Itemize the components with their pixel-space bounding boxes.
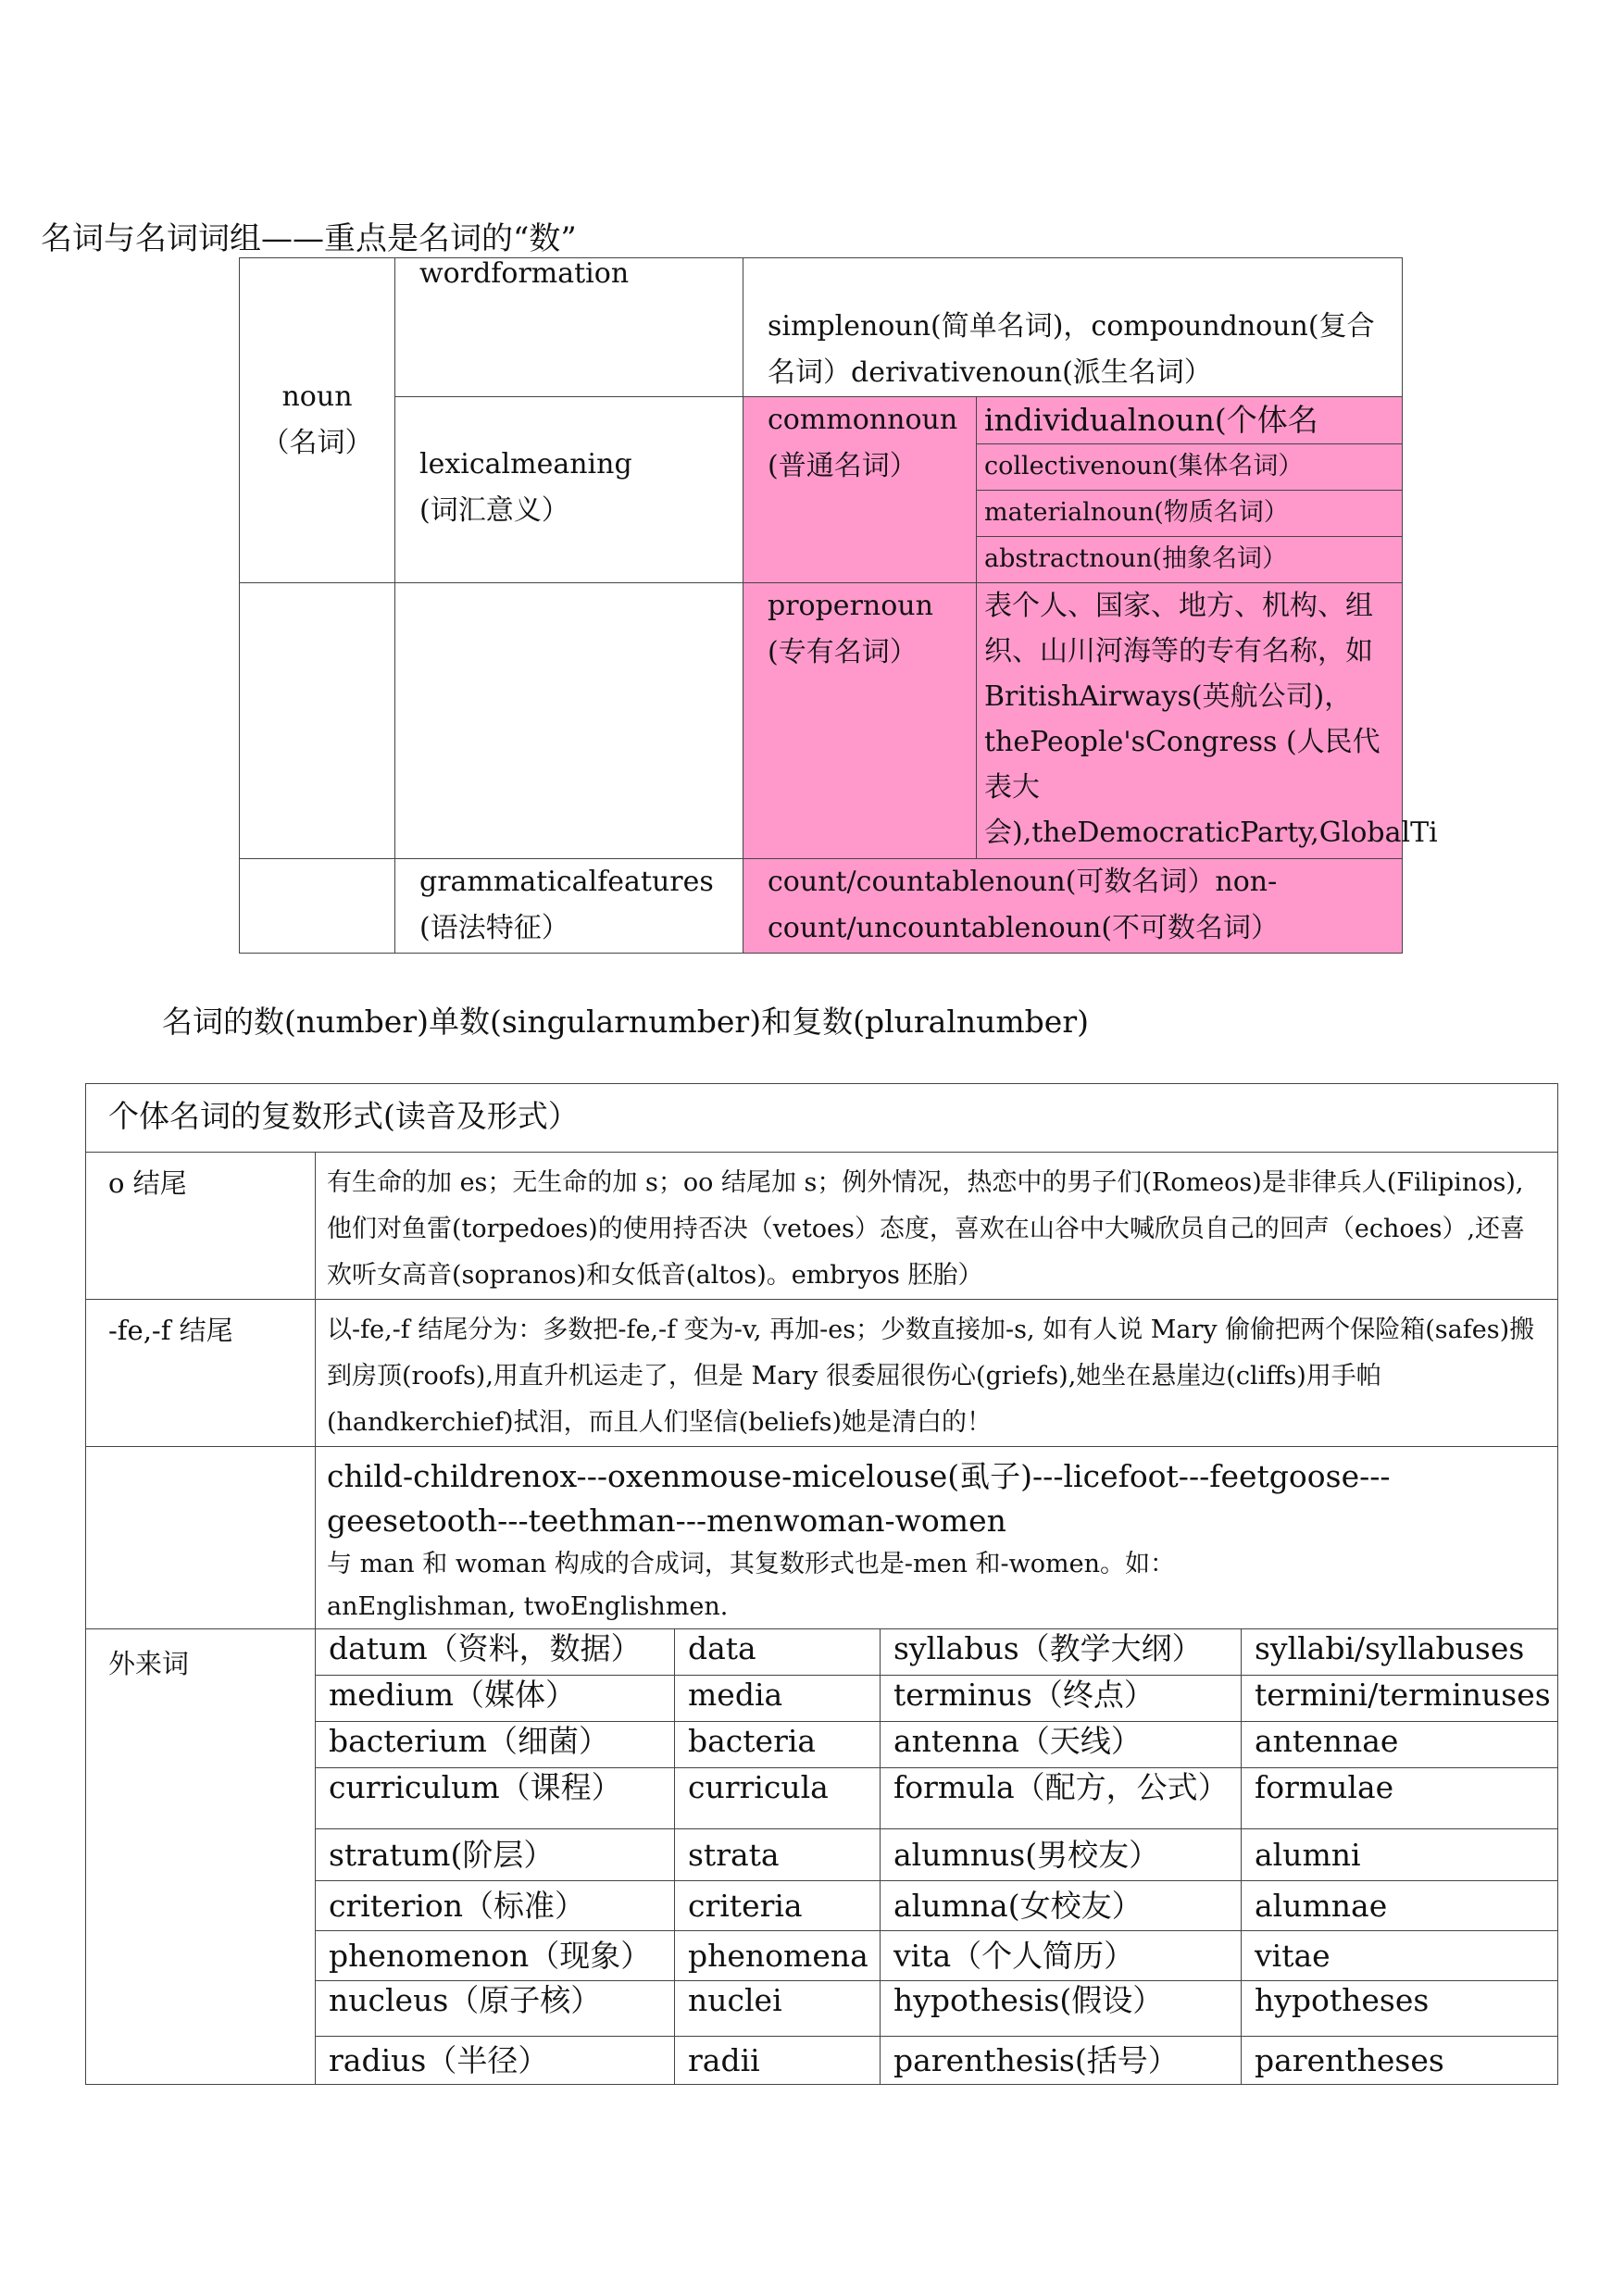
- foreign-plural: hypotheses: [1242, 1981, 1558, 2037]
- foreign-singular: bacterium（细菌）: [316, 1722, 675, 1768]
- noun-cn-label: （名词）: [261, 427, 373, 459]
- foreign-singular: medium（媒体）: [316, 1676, 675, 1722]
- proper-label: propernoun: [768, 590, 933, 622]
- wordformation-label: wordformation: [419, 257, 630, 290]
- foreign-plural: bacteria: [675, 1722, 881, 1768]
- proper-desc-cell: 表个人、国家、地方、机构、组织、山川河海等的专有名称，如 BritishAirways(英航公司)，thePeople'sCongress (人民代表大会),theDemocraticParty,GlobalTi: [977, 583, 1403, 859]
- proper-cn: (专有名词）: [768, 636, 918, 668]
- wordformation-desc-cell: [743, 258, 1403, 397]
- irregular-line: child-childrenox---oxenmouse-micelouse(虱子)---licefoot---feetgoose---geesetooth---teethman---menwoman-women: [327, 1458, 1391, 1539]
- foreign-singular: stratum(阶层）: [316, 1829, 675, 1881]
- foreign-singular: alumnus(男校友）: [881, 1829, 1242, 1881]
- compound-line-2: anEnglishman, twoEnglishmen.: [327, 1592, 729, 1621]
- grammatical-desc-cell: count/countablenoun(可数名词）non-count/uncountablenoun(不可数名词）: [743, 859, 1403, 954]
- empty-cell: [240, 859, 395, 954]
- foreign-plural: parentheses: [1242, 2037, 1558, 2085]
- lexical-label: lexicalmeaning: [419, 448, 632, 480]
- foreign-plural: radii: [675, 2037, 881, 2085]
- foreign-singular: criterion（标准）: [316, 1881, 675, 1931]
- foreign-plural: alumnae: [1242, 1881, 1558, 1931]
- plural-table-header: 个体名词的复数形式(读音及形式）: [86, 1084, 1558, 1153]
- foreign-singular: terminus（终点）: [881, 1676, 1242, 1722]
- foreign-plural: strata: [675, 1829, 881, 1881]
- noun-cell: [240, 258, 395, 583]
- lexical-cell: [395, 397, 743, 583]
- foreign-singular: hypothesis(假设）: [881, 1981, 1242, 2037]
- foreign-singular: phenomenon（现象）: [316, 1931, 675, 1981]
- foreign-plural: phenomena: [675, 1931, 881, 1981]
- foreign-plural: curricula: [675, 1768, 881, 1829]
- collective-noun-cell: collectivenoun(集体名词）: [977, 444, 1403, 491]
- foreign-singular: alumna(女校友）: [881, 1881, 1242, 1931]
- foreign-plural: nuclei: [675, 1981, 881, 2037]
- foreign-singular: radius（半径）: [316, 2037, 675, 2085]
- lexical-cn: (词汇意义）: [419, 494, 569, 527]
- common-cn: (普通名词）: [768, 450, 918, 482]
- noun-label: noun: [281, 380, 353, 413]
- noun-cell-continued: [240, 583, 395, 859]
- lexical-cell-continued: [395, 583, 743, 859]
- noun-classification-table: [239, 257, 1438, 954]
- fe-ending-desc: 以-fe,-f 结尾分为：多数把-fe,-f 变为-v, 再加-es；少数直接加-s, 如有人说 Mary 偷偷把两个保险箱(safes)搬到房顶(roofs),用直升机运走了，但是 Mary 很委屈很伤心(griefs),她坐在悬崖边(cliffs)用手帕(handkerchief)拭泪，而且人们坚信(beliefs)她是清白的！: [316, 1300, 1558, 1447]
- wordformation-desc: simplenoun(简单名词)，compoundnoun(复合名词）derivativenoun(派生名词）: [768, 310, 1375, 389]
- foreign-plural: criteria: [675, 1881, 881, 1931]
- irregular-desc-cell: [316, 1447, 1558, 1629]
- individual-noun-cell: individualnoun(个体名: [977, 397, 1403, 444]
- foreign-plural: data: [675, 1629, 881, 1676]
- plural-forms-table: [85, 1083, 1558, 2085]
- foreign-plural: vitae: [1242, 1931, 1558, 1981]
- grammatical-cn: (语法特征）: [419, 912, 569, 944]
- grammatical-cell: [395, 859, 743, 954]
- fe-ending-label: -fe,-f 结尾: [86, 1300, 316, 1447]
- foreign-plural: syllabi/syllabuses: [1242, 1629, 1558, 1676]
- foreign-plural: media: [675, 1676, 881, 1722]
- propernoun-cell: [743, 583, 977, 859]
- foreign-singular: vita（个人简历）: [881, 1931, 1242, 1981]
- foreign-singular: formula（配方，公式）: [881, 1768, 1242, 1829]
- compound-line-1: 与 man 和 woman 构成的合成词，其复数形式也是-men 和-women。如：: [327, 1550, 1176, 1578]
- material-noun-cell: materialnoun(物质名词）: [977, 491, 1403, 537]
- foreign-plural: antennae: [1242, 1722, 1558, 1768]
- foreign-singular: datum（资料，数据）: [316, 1629, 675, 1676]
- page-title: 名词与名词词组——重点是名词的“数”: [41, 220, 577, 257]
- irregular-label-cell: [86, 1447, 316, 1629]
- foreign-singular: syllabus（教学大纲）: [881, 1629, 1242, 1676]
- foreign-singular: nucleus（原子核）: [316, 1981, 675, 2037]
- commonnoun-cell: [743, 397, 977, 583]
- common-label: commonnoun: [768, 404, 958, 436]
- foreign-plural: termini/terminuses: [1242, 1676, 1558, 1722]
- foreign-plural: alumni: [1242, 1829, 1558, 1881]
- foreign-singular: curriculum（课程）: [316, 1768, 675, 1829]
- grammatical-label: grammaticalfeatures: [419, 866, 714, 898]
- o-ending-desc: 有生命的加 es；无生命的加 s；oo 结尾加 s；例外情况，热恋中的男子们(Romeos)是非律兵人(Filipinos),他们对鱼雷(torpedoes)的使用持否决（vetoes）态度，喜欢在山谷中大喊欣员自己的回声（echoes）,还喜欢听女高音(sopranos)和女低音(altos)。embryos 胚胎）: [316, 1153, 1558, 1300]
- foreign-plural: formulae: [1242, 1768, 1558, 1829]
- foreign-singular: antenna（天线）: [881, 1722, 1242, 1768]
- wordformation-cell: [395, 258, 743, 397]
- o-ending-label: o 结尾: [86, 1153, 316, 1300]
- abstract-noun-cell: abstractnoun(抽象名词）: [977, 537, 1403, 583]
- foreign-singular: parenthesis(括号）: [881, 2037, 1242, 2085]
- section-subtitle: 名词的数(number)单数(singularnumber)和复数(pluralnumber): [162, 1004, 1089, 1040]
- foreign-words-label: 外来词: [86, 1629, 316, 2085]
